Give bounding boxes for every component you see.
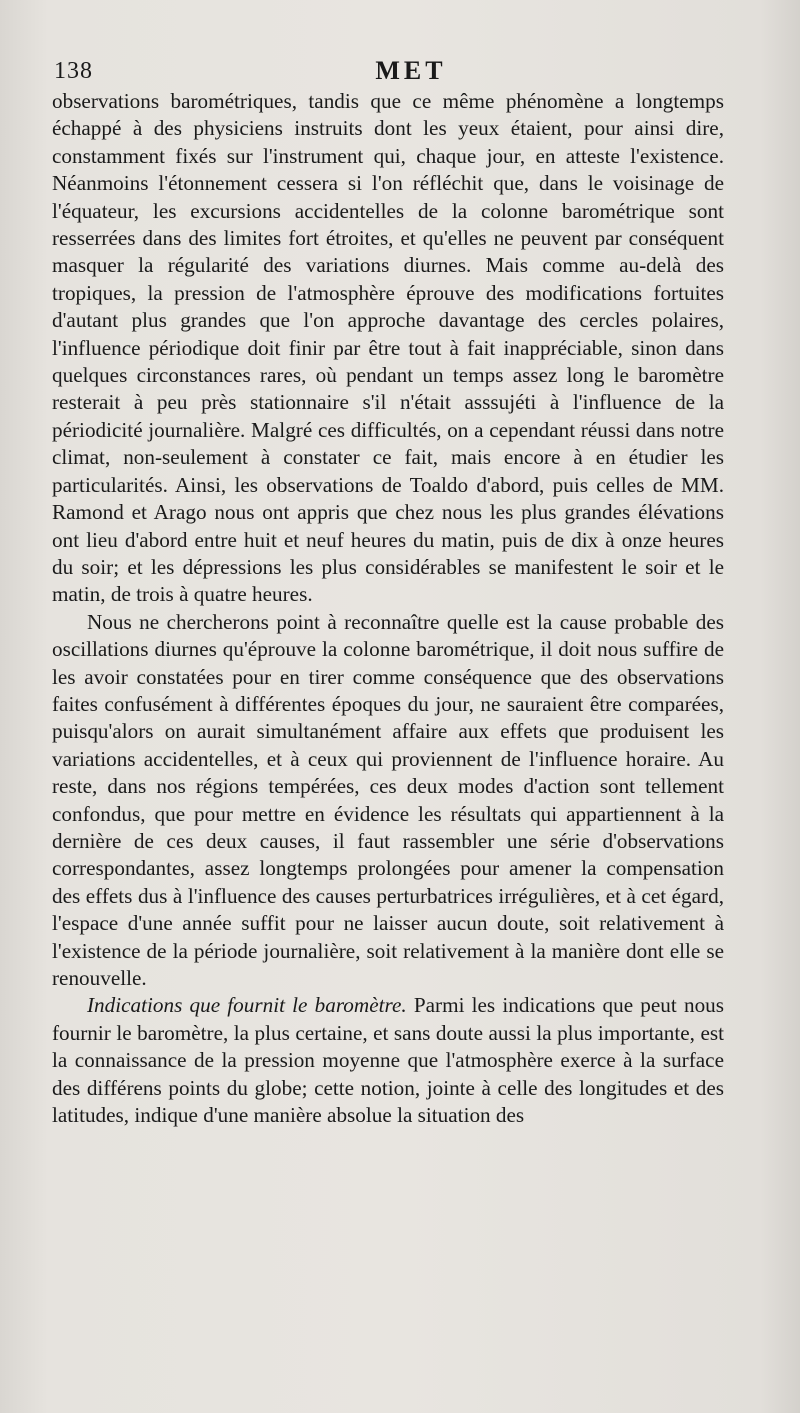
running-head: MET [375, 56, 447, 85]
section-heading: Indications que fournit le baromètre. [87, 993, 407, 1018]
paragraph-2: Nous ne chercherons point à reconnaître quelle est la cause probable des oscillations diurnes qu'éprouve la colonne barométrique, il doit nous suffire de les avoir constatées pour en tirer comme conséquence que des observations faites confusément à différentes époques du jour, ne sauraient être comparées, puisqu'alors on aurait simultanément affaire aux effets que produisent les variations accidentelles, et à ceux qui proviennent de l'influence horaire. Au reste, dans nos régions tempérées, ces deux modes d'action sont tellement confondus, que pour mettre en évidence les résultats qui appartiennent à la dernière de ces deux causes, il faut rassembler une série d'observations correspondantes, assez longtemps prolongées pour amener la compensation des effets dus à l'influence des causes perturbatrices irrégulières, et à cet égard, l'espace d'une année suffit pour ne laisser aucun doute, soit relativement à l'existence de la période journalière, soit relativement à la manière dont elle se renouvelle. [52, 609, 724, 990]
paragraph-1: observations barométriques, tandis que ce même phénomène a longtemps échappé à des physiciens instruits dont les yeux étaient, pour ainsi dire, constamment fixés sur l'instrument qui, chaque jour, en atteste l'existence. Néanmoins l'étonnement cessera si l'on réfléchit que, dans le voisinage de l'équateur, les excursions accidentelles de la colonne barométrique sont resserrées dans des limites fort étroites, et qu'elles ne peuvent par conséquent masquer la régularité des variations diurnes. Mais comme au-delà des tropiques, la pression de l'atmosphère éprouve des modifications fortuites d'autant plus grandes que l'on approche davantage des cercles polaires, l'influence périodique doit finir par être tout à fait inappréciable, sinon dans quelques circonstances rares, où pendant un temps assez long le baromètre resterait à peu près stationnaire s'il n'était asssujéti à l'influence de la périodicité journalière. Malgré ces difficultés, on a cependant réussi dans notre climat, non-seulement à constater ce fait, mais encore à en étudier les particularités. Ainsi, les observations de Toaldo d'abord, puis celles de MM. Ramond et Arago nous ont appris que chez nous les plus grandes élévations ont lieu d'abord entre huit et neuf heures du matin, puis de dix à onze heures du soir; et les dépressions les plus considérables se manifestent le soir et le matin, de trois à quatre heures. [52, 89, 724, 607]
body-text [52, 88, 724, 1129]
page-header [52, 56, 770, 86]
paragraph-3-text: Parmi les indications que peut nous fournir le baromètre, la plus certaine, et sans doute aussi la plus importante, est la connaissance de la pression moyenne que l'atmosphère exerce à la surface des différens points du globe; cette notion, jointe à celle des longitudes et des latitudes, indique d'une manière absolue la situation des [52, 993, 724, 1128]
page-number: 138 [54, 58, 93, 84]
paragraph-3 [52, 992, 724, 1129]
